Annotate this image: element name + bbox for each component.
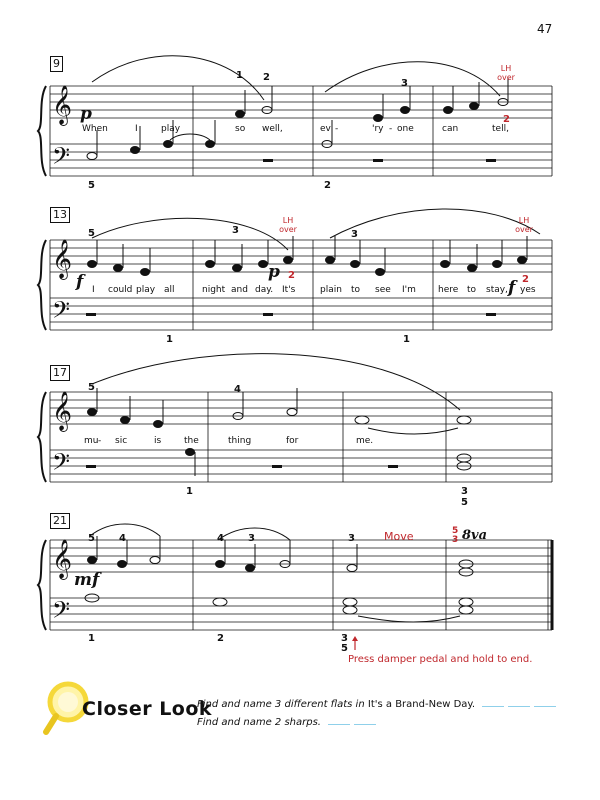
fingering: 5 <box>88 180 95 191</box>
lyric: here <box>438 285 459 295</box>
slurs-system-2 <box>92 209 540 250</box>
lyric: - <box>389 124 393 134</box>
lyric: and <box>231 285 248 295</box>
braces <box>38 86 46 630</box>
notes-system-3 <box>88 388 472 476</box>
svg-text:𝄢: 𝄢 <box>52 142 71 175</box>
lyric: 'ry <box>372 124 384 134</box>
fingering: 5 <box>88 382 95 393</box>
svg-text:𝄢: 𝄢 <box>52 448 71 481</box>
lyric: night <box>202 285 226 295</box>
fingering: 5 <box>88 533 95 544</box>
fingering: 2 <box>288 270 295 281</box>
lyric: - <box>98 436 102 446</box>
lyric: see <box>375 285 391 295</box>
answer-blank[interactable] <box>534 698 556 707</box>
damper-instruction: Press damper pedal and hold to end. <box>348 654 533 665</box>
lyric: plain <box>320 285 342 295</box>
fingering: 3 <box>351 229 358 240</box>
measure-number-21: 21 <box>50 513 70 529</box>
dynamic-mf: mf <box>74 570 100 590</box>
lyric: It's <box>282 285 296 295</box>
lyric: thing <box>228 436 252 446</box>
song-title: It's a Brand-New Day. <box>367 699 476 710</box>
clefs <box>52 85 72 629</box>
closer-look-title: Closer Look <box>82 698 213 720</box>
lyric: sic <box>115 436 128 446</box>
fingering: 2 <box>217 633 224 644</box>
svg-text:𝄞: 𝄞 <box>52 539 73 579</box>
measure-number-17: 17 <box>50 365 70 381</box>
rests-system-1 <box>263 159 496 162</box>
fingering: 4 <box>119 533 126 544</box>
lyric: the <box>184 436 199 446</box>
answer-blank[interactable] <box>328 716 350 725</box>
fingering: 3 <box>341 633 348 644</box>
fingering: 4 <box>217 533 224 544</box>
fingering: 1 <box>186 486 193 497</box>
fingering: 1 <box>403 334 410 345</box>
lyric: one <box>397 124 414 134</box>
svg-text:𝄞: 𝄞 <box>52 391 73 431</box>
lyric: stay, <box>486 285 508 295</box>
lyric: I'm <box>402 285 416 295</box>
fingering: 1 <box>236 70 243 81</box>
lyric: to <box>467 285 477 295</box>
slurs-system-1 <box>92 56 500 140</box>
staff-lines <box>50 86 552 630</box>
octave-marking: 8va <box>462 528 488 543</box>
fingering: 2 <box>503 114 510 125</box>
slurs-system-3 <box>92 354 460 434</box>
lyric: When <box>82 124 108 134</box>
dynamic-f: f <box>76 272 84 292</box>
rests-system-3 <box>86 465 398 468</box>
fingering: 5 <box>341 643 348 654</box>
lyric: day. <box>255 285 274 295</box>
svg-text:𝄞: 𝄞 <box>52 239 73 279</box>
fingering: 1 <box>88 633 95 644</box>
lh-over-label: LH over <box>279 216 297 234</box>
fingering: 5 <box>88 228 95 239</box>
svg-text:𝄞: 𝄞 <box>52 85 73 125</box>
measure-number-13: 13 <box>50 207 70 223</box>
lyric: tell, <box>492 124 509 134</box>
fingering: 5 <box>461 497 468 508</box>
lyric: play <box>161 124 181 134</box>
fingering: 3 <box>461 486 468 497</box>
octave-fingering: 3 <box>452 535 459 545</box>
answer-blank[interactable] <box>482 698 504 707</box>
lyric: could <box>108 285 133 295</box>
lyric: well, <box>262 124 283 134</box>
lyric: mu <box>84 436 99 446</box>
svg-text:𝄢: 𝄢 <box>52 296 71 329</box>
lyric: - <box>335 124 339 134</box>
closer-look-section <box>42 678 562 738</box>
fingering: 3 <box>232 225 239 236</box>
answer-blank[interactable] <box>354 716 376 725</box>
lyric: to <box>351 285 361 295</box>
dynamic-f: f <box>508 278 516 298</box>
octave-fingering: 5 <box>452 526 459 536</box>
fingering: 2 <box>324 180 331 191</box>
lyric: I <box>92 285 95 295</box>
fingering: 1 <box>166 334 173 345</box>
fingering: 4 <box>234 384 241 395</box>
closer-look-question-1: Find and name 3 different flats in It's a Brand-New Day. <box>197 698 556 710</box>
page-number: 47 <box>537 22 553 36</box>
lyric: for <box>286 436 299 446</box>
lyric: me. <box>356 436 374 446</box>
answer-blank[interactable] <box>508 698 530 707</box>
dynamic-p: p <box>80 104 92 124</box>
rests-system-2 <box>86 313 496 316</box>
lyric: I <box>135 124 138 134</box>
lyric: ev <box>320 124 331 134</box>
lyric: all <box>164 285 175 295</box>
lyric: play <box>136 285 156 295</box>
lyric: so <box>235 124 246 134</box>
measure-number-9: 9 <box>50 56 63 72</box>
lh-over-label: LH over <box>497 64 515 82</box>
fingering: 3 <box>248 533 255 544</box>
dynamic-p: p <box>268 262 280 282</box>
lyric: can <box>442 124 459 134</box>
notes-system-1 <box>87 78 508 160</box>
lyric: is <box>154 436 162 446</box>
lh-over-label: LH over <box>515 216 533 234</box>
move-label: Move <box>384 530 414 543</box>
fingering: 2 <box>263 72 270 83</box>
lyric: yes <box>520 285 536 295</box>
fingering: 2 <box>522 274 529 285</box>
svg-text:𝄢: 𝄢 <box>52 596 71 629</box>
fingering: 3 <box>348 533 355 544</box>
fingering: 3 <box>401 78 408 89</box>
closer-look-question-2: Find and name 2 sharps. <box>197 716 376 728</box>
